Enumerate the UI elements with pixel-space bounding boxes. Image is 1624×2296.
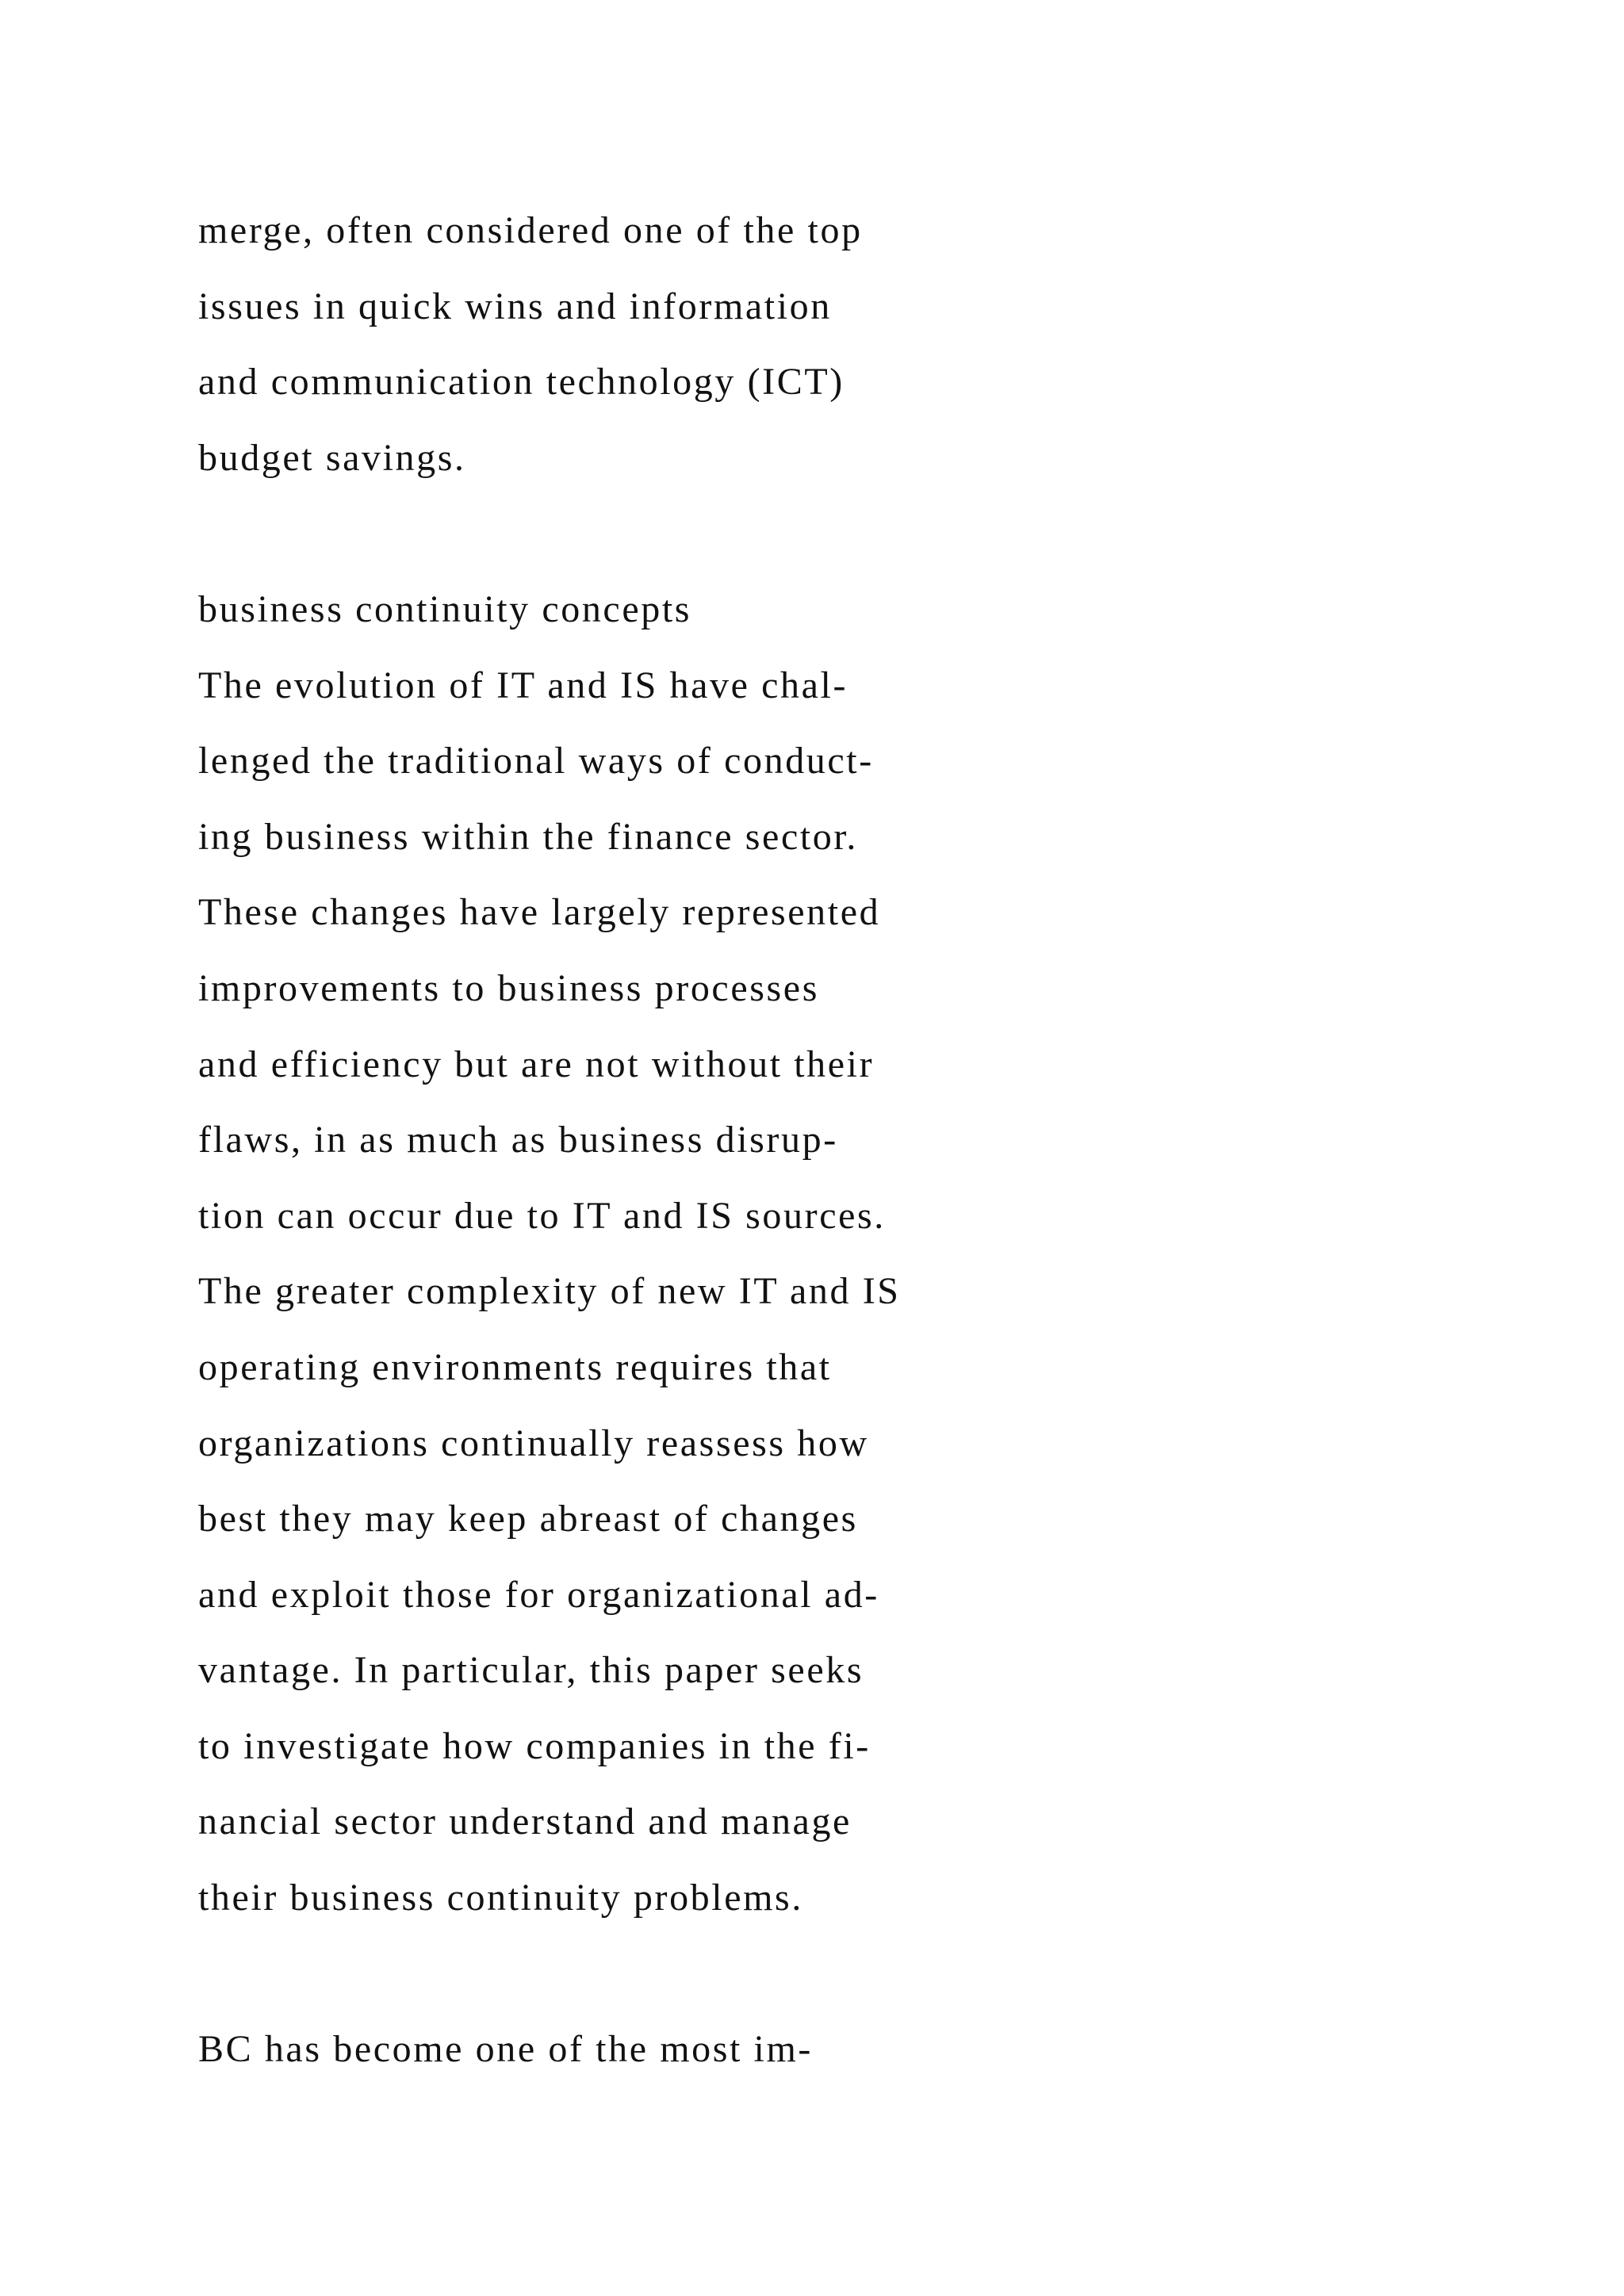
- text-line: issues in quick wins and information: [198, 285, 832, 327]
- text-line: operating environments requires that: [198, 1345, 832, 1388]
- text-line: best they may keep abreast of changes: [198, 1498, 858, 1540]
- text-line: improvements to business processes: [198, 966, 819, 1009]
- text-line: flaws, in as much as business disrup-: [198, 1119, 838, 1161]
- text-line: ing business within the finance sector.: [198, 815, 858, 858]
- section-heading: business continuity concepts: [198, 587, 692, 630]
- paragraph-spacer: [198, 1936, 1388, 2012]
- intro-paragraph: [198, 193, 1388, 496]
- text-line: merge, often considered one of the top: [198, 209, 863, 251]
- final-paragraph: [198, 2011, 1388, 2087]
- text-line: vantage. In particular, this paper seeks: [198, 1649, 864, 1692]
- text-line: BC has become one of the most im-: [198, 2028, 814, 2071]
- text-line: and efficiency but are not without their: [198, 1043, 875, 1085]
- text-line: and communication technology (ICT): [198, 361, 845, 404]
- text-line: and exploit those for organizational ad-: [198, 1573, 879, 1616]
- text-line: lenged the traditional ways of conduct-: [198, 740, 874, 783]
- paragraph-spacer: [198, 496, 1388, 572]
- text-line: organizations continually reassess how: [198, 1422, 869, 1464]
- text-line: The greater complexity of new IT and IS: [198, 1270, 901, 1313]
- text-line: tion can occur due to IT and IS sources.: [198, 1194, 886, 1237]
- text-line: to investigate how companies in the fi-: [198, 1724, 871, 1767]
- text-line: The evolution of IT and IS have chal-: [198, 664, 848, 706]
- text-column: [198, 193, 1388, 2087]
- text-line: their business continuity problems.: [198, 1877, 803, 1919]
- main-paragraph: [198, 648, 1388, 1936]
- text-line: nancial sector understand and manage: [198, 1800, 852, 1843]
- text-line: budget savings.: [198, 436, 466, 479]
- text-line: These changes have largely represented: [198, 891, 881, 934]
